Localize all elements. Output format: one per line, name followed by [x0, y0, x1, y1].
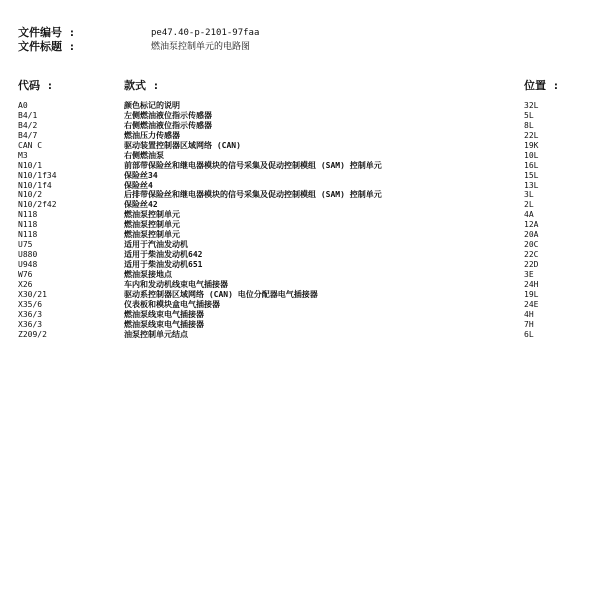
doc-title-value: 燃油泵控制单元的电路图	[151, 42, 251, 52]
table-row	[0, 190, 604, 200]
row-code: X35/6	[18, 299, 43, 309]
table-row	[0, 280, 604, 290]
table-row	[0, 220, 604, 230]
table-row	[0, 320, 604, 330]
row-code: N118	[18, 230, 38, 240]
row-description: 颜色标记的说明	[124, 101, 180, 110]
table-row	[0, 151, 604, 161]
column-header-code: 代码 :	[18, 79, 54, 92]
row-code: N10/2f42	[18, 200, 57, 210]
row-description: 适用于柴油发动机651	[124, 260, 203, 269]
row-description: 燃油泵线束电气插接器	[124, 309, 204, 319]
row-position: 4H	[524, 309, 534, 319]
table-row	[0, 330, 604, 340]
table-row	[0, 181, 604, 191]
table-row	[0, 200, 604, 210]
row-code: U948	[18, 260, 38, 269]
row-position: 6L	[524, 329, 534, 339]
row-code: W76	[18, 269, 33, 279]
row-code: X36/3	[18, 309, 43, 319]
row-description: 燃油压力传感器	[124, 130, 180, 140]
table-row	[0, 210, 604, 220]
row-position: 7H	[524, 319, 534, 329]
row-description: 燃油泵线束电气插接器	[124, 319, 204, 329]
row-description: 燃油泵控制单元	[124, 210, 180, 220]
row-description: 左侧燃油液位指示传感器	[124, 110, 212, 120]
row-code: A0	[18, 101, 28, 110]
row-code: B4/1	[18, 110, 38, 120]
row-position: 15L	[524, 170, 539, 180]
doc-number-label: 文件编号 :	[18, 26, 76, 39]
row-description: 燃油泵控制单元	[124, 230, 180, 240]
legend-table	[0, 101, 604, 340]
table-row	[0, 141, 604, 151]
row-code: X36/3	[18, 319, 43, 329]
row-position: 19L	[524, 289, 539, 299]
row-position: 8L	[524, 120, 534, 130]
row-position: 24E	[524, 299, 539, 309]
table-row	[0, 300, 604, 310]
row-position: 20C	[524, 240, 539, 250]
table-row	[0, 270, 604, 280]
table-row	[0, 131, 604, 141]
row-description: 保险丝34	[124, 170, 158, 180]
row-description: 燃油泵接地点	[124, 269, 172, 279]
row-description: 右侧燃油液位指示传感器	[124, 120, 212, 130]
row-description: 适用于柴油发动机642	[124, 250, 203, 260]
row-code: N10/1f34	[18, 170, 57, 180]
row-description: 驱动装置控制器区域网络 (CAN)	[124, 140, 241, 150]
doc-title-label: 文件标题 :	[18, 40, 76, 53]
table-row	[0, 240, 604, 250]
row-position: 22L	[524, 130, 539, 140]
table-row	[0, 101, 604, 111]
row-description: 适用于汽油发动机	[124, 240, 188, 250]
row-position: 13L	[524, 180, 539, 190]
row-description: 车内和发动机线束电气插接器	[124, 279, 228, 289]
row-code: N118	[18, 210, 38, 220]
table-row	[0, 250, 604, 260]
row-description: 前部带保险丝和继电器模块的信号采集及促动控制模组 (SAM) 控制单元	[124, 160, 382, 170]
row-description: 驱动系控制器区域网络 (CAN) 电位分配器电气插接器	[124, 289, 318, 299]
row-code: N10/1f4	[18, 180, 52, 190]
row-code: M3	[18, 150, 28, 160]
row-position: 3E	[524, 269, 534, 279]
row-description: 燃油泵控制单元	[124, 220, 180, 230]
doc-number-value: pe47.40-p-2101-97faa	[151, 28, 260, 38]
row-position: 19K	[524, 140, 539, 150]
table-row	[0, 171, 604, 181]
row-description: 保险丝42	[124, 200, 158, 210]
row-position: 2L	[524, 200, 534, 210]
row-description: 仪表板和模块盒电气插接器	[124, 299, 220, 309]
row-position: 3L	[524, 190, 534, 200]
row-position: 22D	[524, 260, 539, 269]
table-row	[0, 310, 604, 320]
table-row	[0, 161, 604, 171]
row-description: 保险丝4	[124, 180, 153, 190]
row-code: X30/21	[18, 289, 47, 299]
table-row	[0, 121, 604, 131]
row-code: Z209/2	[18, 329, 47, 339]
row-code: U75	[18, 240, 33, 250]
row-code: X26	[18, 279, 33, 289]
row-code: B4/2	[18, 120, 38, 130]
row-code: CAN C	[18, 140, 43, 150]
row-position: 20A	[524, 230, 539, 240]
row-position: 22C	[524, 250, 539, 260]
column-header-position: 位置 :	[524, 79, 560, 92]
table-row	[0, 230, 604, 240]
row-position: 4A	[524, 210, 534, 220]
row-code: N10/1	[18, 160, 43, 170]
column-header-style: 款式 :	[124, 79, 160, 92]
row-code: U880	[18, 250, 38, 260]
row-position: 32L	[524, 101, 539, 110]
row-description: 右侧燃油泵	[124, 150, 164, 160]
table-row	[0, 111, 604, 121]
table-row	[0, 290, 604, 300]
row-position: 12A	[524, 220, 539, 230]
row-code: N118	[18, 220, 38, 230]
table-row	[0, 260, 604, 270]
row-description: 油泵控制单元结点	[124, 329, 188, 339]
row-code: B4/7	[18, 130, 38, 140]
row-code: N10/2	[18, 190, 43, 200]
row-position: 16L	[524, 160, 539, 170]
row-position: 10L	[524, 150, 539, 160]
row-description: 后排带保险丝和继电器模块的信号采集及促动控制模组 (SAM) 控制单元	[124, 190, 382, 200]
row-position: 24H	[524, 279, 539, 289]
row-position: 5L	[524, 110, 534, 120]
